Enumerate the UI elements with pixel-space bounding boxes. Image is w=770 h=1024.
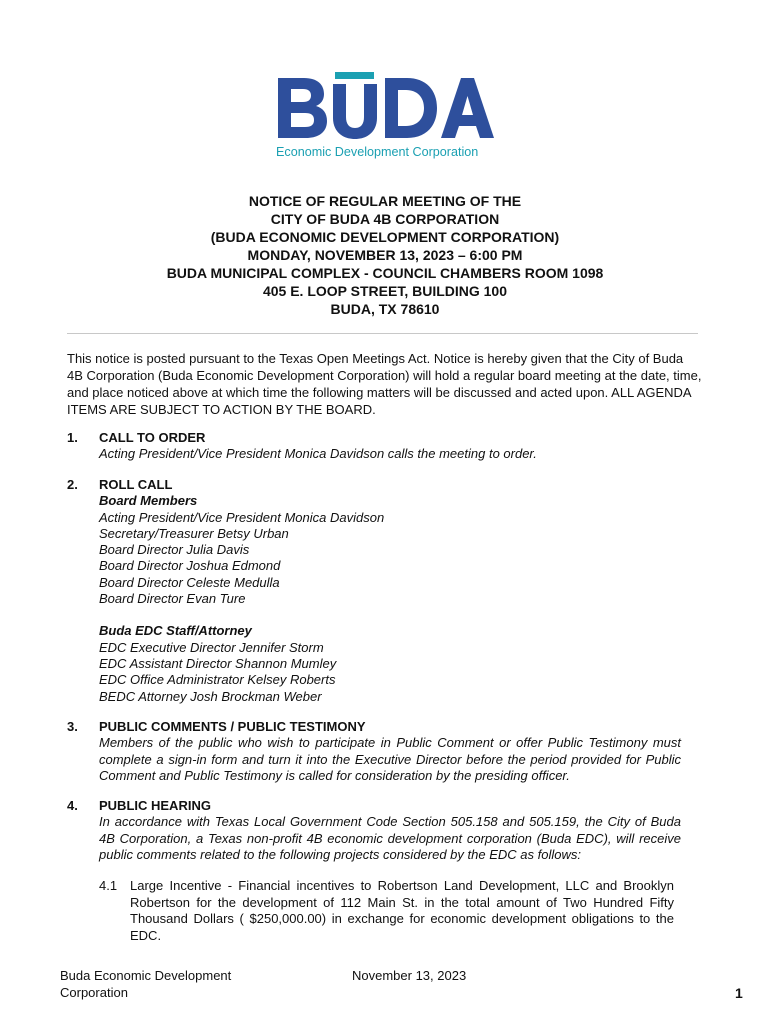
footer-date: November 13, 2023: [352, 968, 467, 983]
buda-logo-graphic: [274, 70, 494, 160]
footer-org-line: Corporation: [60, 985, 128, 1000]
item-description: Acting President/Vice President Monica Davidson calls the meeting to order.: [99, 446, 537, 462]
header-line-datetime: MONDAY, NOVEMBER 13, 2023 – 6:00 PM: [247, 247, 523, 263]
footer-organization: [60, 967, 300, 1001]
header-line-venue: BUDA MUNICIPAL COMPLEX - COUNCIL CHAMBERS ROOM 1098: [166, 265, 604, 281]
item-title: ROLL CALL: [99, 477, 173, 492]
item-number: 2.: [67, 477, 78, 492]
staff-member: EDC Office Administrator Kelsey Roberts: [99, 672, 336, 688]
item-description: In accordance with Texas Local Government Code Section 505.158 and 505.159, the City of Buda 4B Corporation, a Texas non-profit 4B economic development corporation (Buda EDC), will receive public comments related to the following projects considered by the EDC as follows:: [99, 814, 681, 862]
board-members-heading: Board Members: [99, 493, 198, 509]
item-number: 1.: [67, 430, 78, 445]
header-divider: [67, 333, 698, 334]
item-title: CALL TO ORDER: [99, 430, 206, 445]
board-member: Secretary/Treasurer Betsy Urban: [99, 525, 289, 541]
header-line-org: (BUDA ECONOMIC DEVELOPMENT CORPORATION): [210, 229, 560, 245]
staff-member: EDC Executive Director Jennifer Storm: [99, 639, 324, 655]
buda-edc-logo: [274, 70, 494, 160]
item-title: PUBLIC HEARING: [99, 798, 211, 813]
intro-paragraph: This notice is posted pursuant to the Texas Open Meetings Act. Notice is hereby given that the City of Buda 4B Corporation (Buda Economic Development Corporation) will hold a regular board meeting at the date, time, and place noticed above at which time the following matters will be discussed and acted upon. ALL AGENDA ITEMS ARE SUBJECT TO ACTION BY THE BOARD.: [67, 351, 702, 417]
board-member: Board Director Evan Ture: [99, 591, 246, 607]
header-line-notice: NOTICE OF REGULAR MEETING OF THE: [248, 193, 522, 209]
board-member: Board Director Joshua Edmond: [99, 558, 281, 574]
header-line-city: CITY OF BUDA 4B CORPORATION: [270, 211, 500, 227]
staff-member: EDC Assistant Director Shannon Mumley: [99, 655, 337, 671]
header-line-city-zip: BUDA, TX 78610: [330, 301, 440, 317]
board-member: Acting President/Vice President Monica Davidson: [99, 509, 385, 525]
staff-member: BEDC Attorney Josh Brockman Weber: [99, 688, 322, 704]
board-member: Board Director Celeste Medulla: [99, 574, 280, 590]
subitem-text: Large Incentive - Financial incentives to Robertson Land Development, LLC and Brooklyn Robertson for the development of 112 Main St. in the total amount of Two Hundred Fifty Thousand Dollars ( $250,000.00) in exchange for economic development obligations to the EDC.: [130, 878, 674, 943]
item-number: 3.: [67, 719, 78, 734]
item-title: PUBLIC COMMENTS / PUBLIC TESTIMONY: [99, 719, 366, 734]
page-number: 1: [735, 985, 743, 1001]
logo-tagline: Economic Development Corporation: [276, 145, 479, 159]
board-member: Board Director Julia Davis: [99, 542, 250, 558]
header-line-address: 405 E. LOOP STREET, BUILDING 100: [262, 283, 508, 299]
subitem-number: 4.1: [99, 878, 118, 893]
footer-org-line: Buda Economic Development: [60, 968, 232, 983]
item-number: 4.: [67, 798, 78, 813]
meeting-notice-header: [60, 192, 710, 318]
staff-heading: Buda EDC Staff/Attorney: [99, 623, 252, 639]
item-description: Members of the public who wish to participate in Public Comment or offer Public Testimony must complete a sign-in form and turn it into the Executive Director before the period provided for Public Comment and Public Testimony is called for consideration by the presiding officer.: [99, 735, 681, 783]
